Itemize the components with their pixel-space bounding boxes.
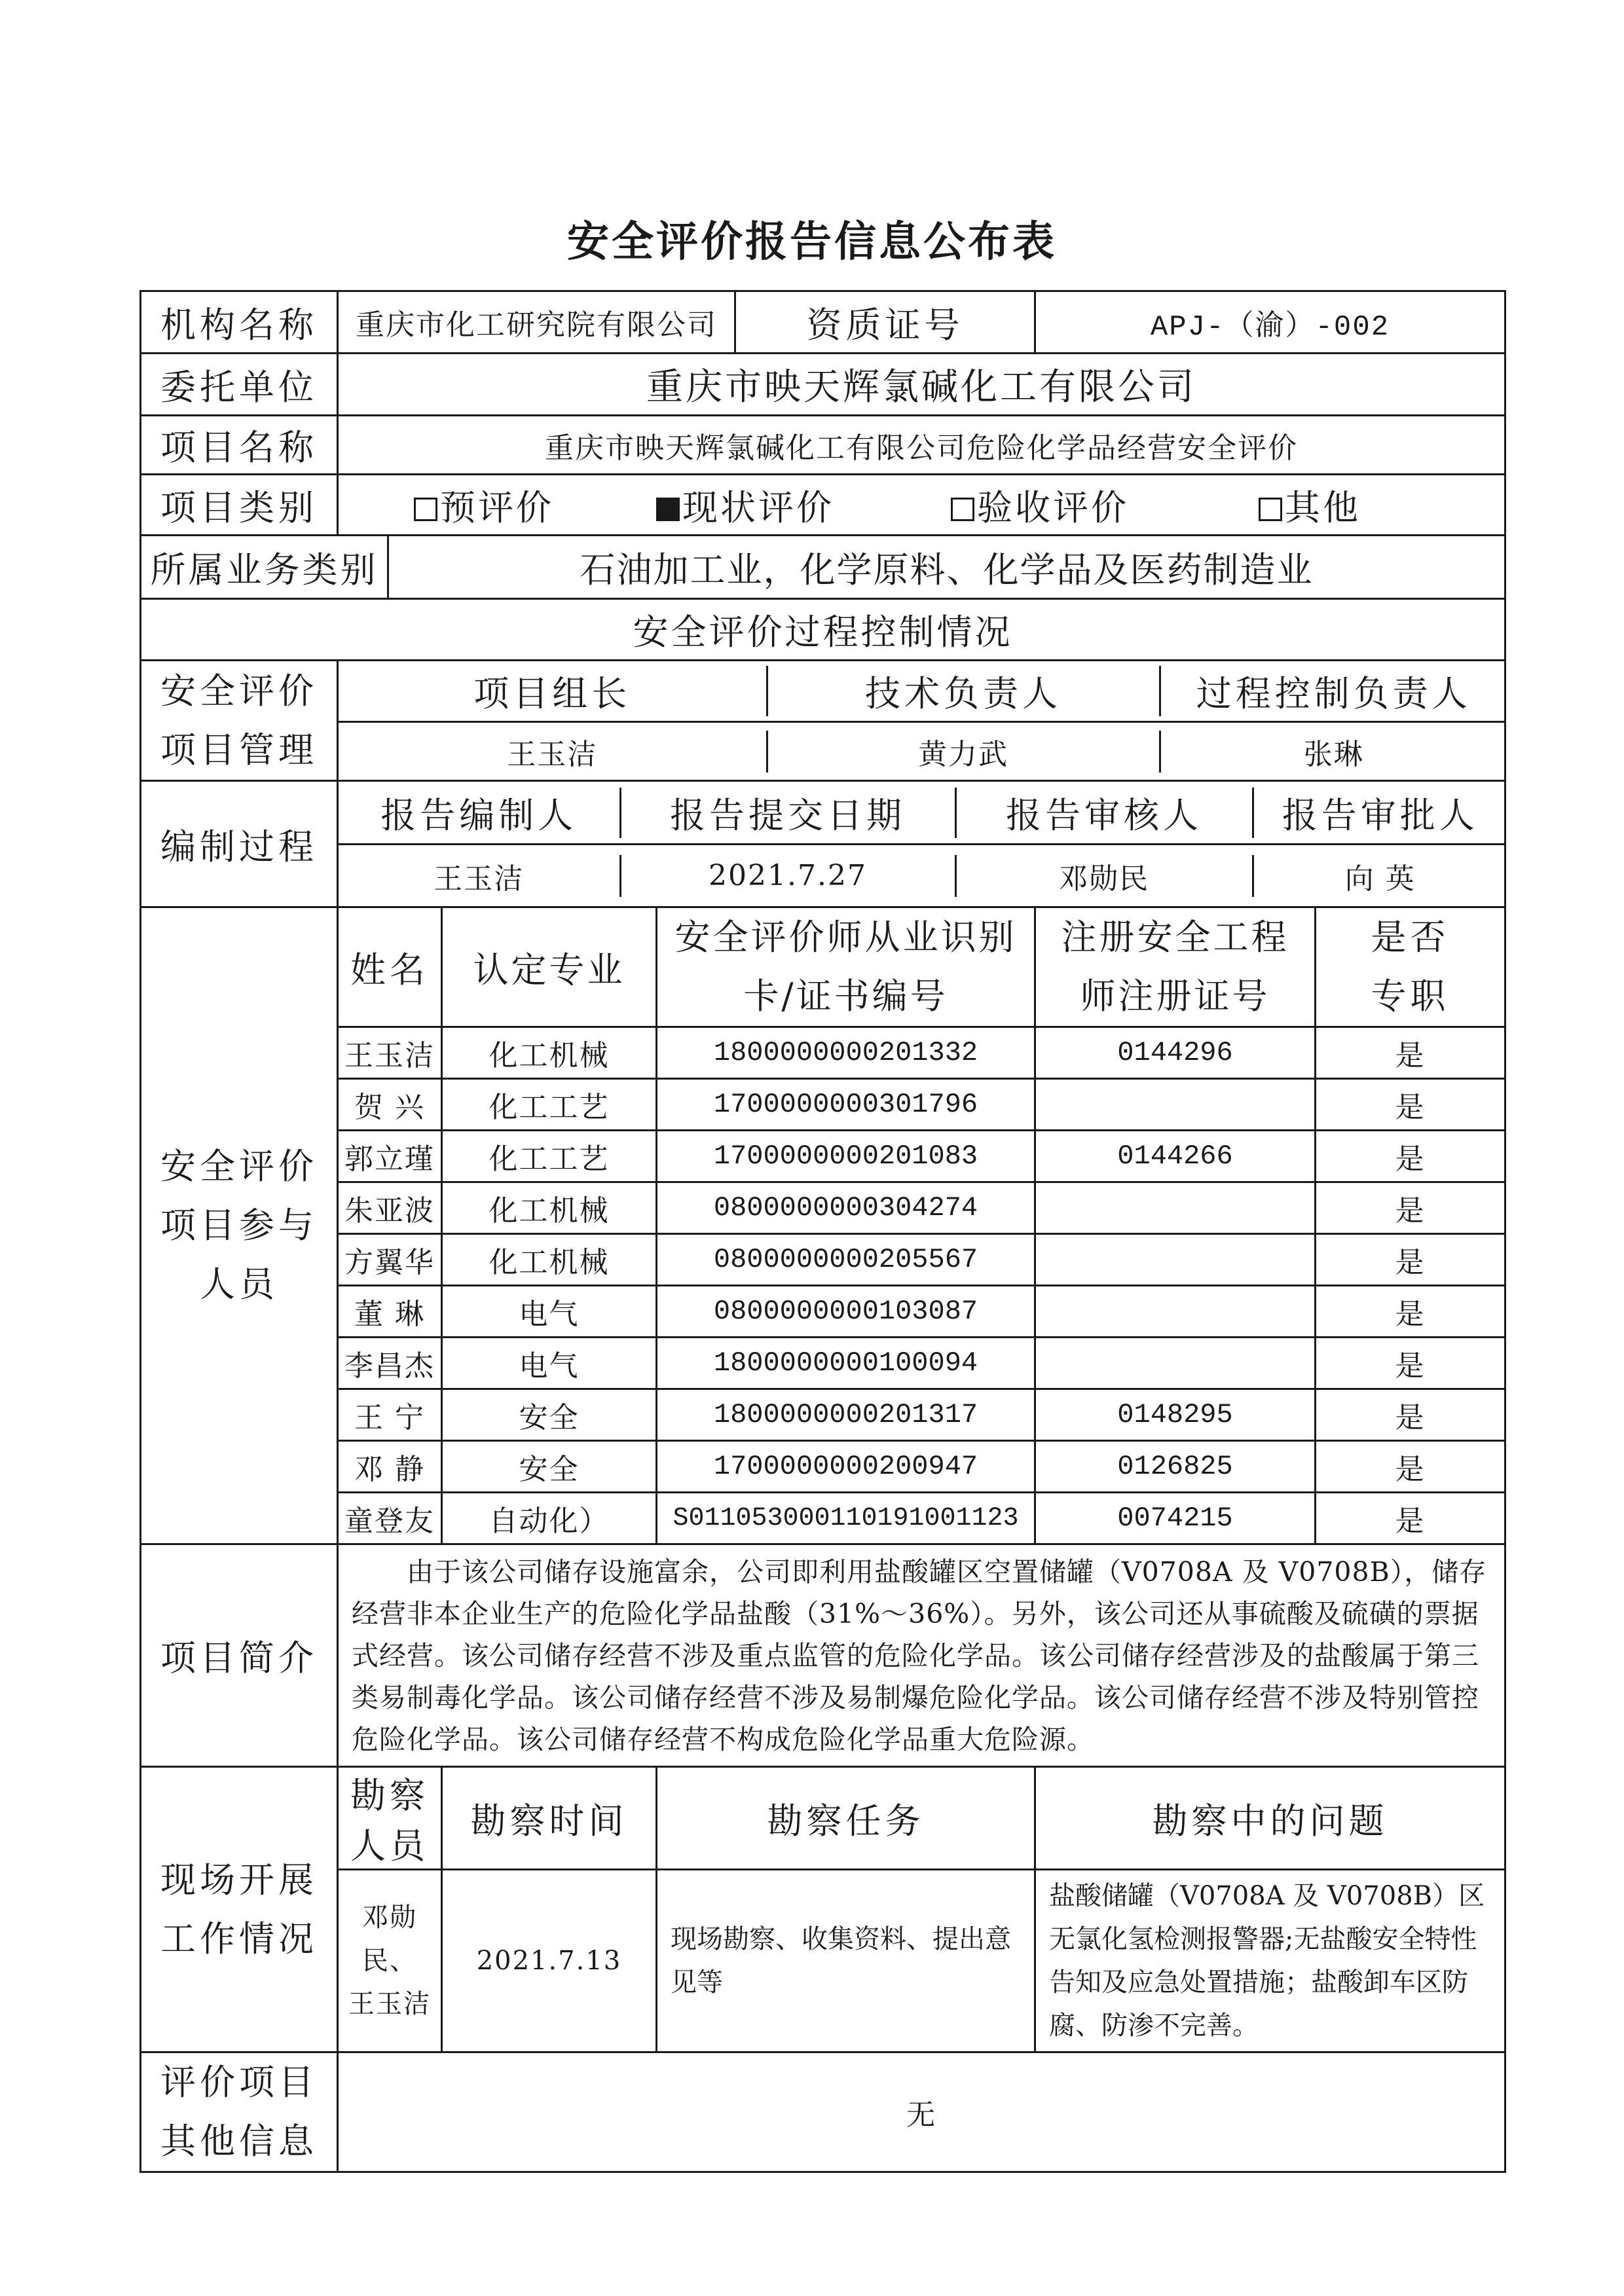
approver-value: 向 英 [1253,855,1505,897]
participant-fulltime: 是 [1316,1234,1505,1286]
team-leader-header: 项目组长 [339,666,767,716]
org-value: 重庆市化工研究院有限公司 [338,291,735,354]
approver-header: 报告审批人 [1253,788,1505,838]
participant-reg: 0126825 [1035,1441,1316,1493]
participant-card: 0800000000205567 [657,1234,1035,1286]
category-label: 项目类别 [141,475,338,536]
participant-name: 朱亚波 [338,1182,442,1234]
participant-reg: 0074215 [1035,1493,1316,1544]
participant-card: 1800000000100094 [657,1338,1035,1389]
site-date-header: 勘察时间 [442,1767,657,1870]
participant-card: 1800000000201317 [657,1389,1035,1441]
tech-lead-header: 技术负责人 [767,666,1160,716]
participant-major: 电气 [442,1338,657,1389]
participant-major: 化工机械 [442,1182,657,1234]
site-issues-header: 勘察中的问题 [1035,1767,1505,1870]
participant-major: 自动化） [442,1493,657,1544]
section-title: 安全评价过程控制情况 [141,599,1505,661]
table-row [141,1286,1505,1338]
participant-card: 1800000000201332 [657,1027,1035,1079]
participant-fulltime: 是 [1316,1493,1505,1544]
participant-fulltime-header: 是否 专职 [1316,907,1505,1027]
business-label: 所属业务类别 [141,536,388,599]
checkbox-status-eval[interactable] [656,498,680,521]
other-value: 无 [338,2052,1505,2172]
participant-name: 王 宁 [338,1389,442,1441]
business-value: 石油加工业，化学原料、化学品及医药制造业 [388,536,1505,599]
management-headers [338,661,1505,722]
participant-fulltime: 是 [1316,1027,1505,1079]
site-date: 2021.7.13 [442,1870,657,2052]
project-name-label: 项目名称 [141,416,338,475]
info-table [139,290,1506,2173]
table-row [141,1493,1505,1544]
table-row [141,1182,1505,1234]
reviewer-header: 报告审核人 [955,788,1253,838]
participant-reg-header: 注册安全工程 师注册证号 [1035,907,1316,1027]
site-issues: 盐酸储罐（V0708A 及 V0708B）区无氯化氢检测报警器;无盐酸安全特性告知及应急处置措施；盐酸卸车区防腐、防渗不完善。 [1035,1870,1505,2052]
site-personnel-header: 勘察人员 [338,1767,442,1870]
participant-reg [1035,1079,1316,1131]
participant-card: 0800000000304274 [657,1182,1035,1234]
process-control-value: 张琳 [1160,731,1505,773]
checkbox-acceptance-eval[interactable] [951,498,974,521]
category-option-other[interactable]: 其他 [1259,480,1442,530]
table-row [141,1389,1505,1441]
table-row [141,1027,1505,1079]
table-row [141,1234,1505,1286]
checkbox-other[interactable] [1259,498,1282,521]
participant-fulltime: 是 [1316,1441,1505,1493]
participants-label: 安全评价 项目参与 人员 [141,907,338,1544]
site-task-header: 勘察任务 [657,1767,1035,1870]
participant-reg [1035,1338,1316,1389]
participant-name: 邓 静 [338,1441,442,1493]
participant-reg [1035,1234,1316,1286]
submit-date-header: 报告提交日期 [620,788,955,838]
participant-major: 电气 [442,1286,657,1338]
participant-reg: 0148295 [1035,1389,1316,1441]
summary-text: 由于该公司储存设施富余，公司即利用盐酸罐区空置储罐（V0708A 及 V0708B），储存经营非本企业生产的危险化学品盐酸（31%～36%）。另外，该公司还从事硫酸及硫磺的票据式经营。该公司储存经营不涉及重点监管的危险化学品。该公司储存经营涉及的盐酸属于第三类易制毒化学品。该公司储存经营不涉及易制爆危险化学品。该公司储存经营不涉及特别管控危险化学品。该公司储存经营不构成危险化学品重大危险源。 [338,1544,1505,1767]
project-name-value: 重庆市映天辉氯碱化工有限公司危险化学品经营安全评价 [338,416,1505,475]
participant-fulltime: 是 [1316,1338,1505,1389]
participant-name: 方翼华 [338,1234,442,1286]
participant-major: 化工机械 [442,1027,657,1079]
participant-fulltime: 是 [1316,1286,1505,1338]
participant-reg [1035,1182,1316,1234]
client-label: 委托单位 [141,354,338,416]
participant-major: 化工工艺 [442,1079,657,1131]
participant-reg: 0144266 [1035,1131,1316,1182]
participant-card: 1700000000200947 [657,1441,1035,1493]
table-row [141,1441,1505,1493]
compilation-label: 编制过程 [141,781,338,907]
participant-major: 安全 [442,1441,657,1493]
submit-date-value: 2021.7.27 [620,855,955,897]
cert-label: 资质证号 [735,291,1035,354]
compiler-header: 报告编制人 [339,788,620,838]
summary-label: 项目简介 [141,1544,338,1767]
participant-name: 王玉洁 [338,1027,442,1079]
team-leader-value: 王玉洁 [339,731,767,773]
participant-card-header: 安全评价师从业识别 卡/证书编号 [657,907,1035,1027]
participant-card: 1700000000201083 [657,1131,1035,1182]
participant-major: 化工机械 [442,1234,657,1286]
reviewer-value: 邓勋民 [955,855,1253,897]
category-option-status[interactable]: 现状评价 [656,480,951,530]
participant-reg [1035,1286,1316,1338]
participant-fulltime: 是 [1316,1079,1505,1131]
site-label: 现场开展 工作情况 [141,1767,338,2052]
participant-name: 童登友 [338,1493,442,1544]
participant-name: 贺 兴 [338,1079,442,1131]
participant-fulltime: 是 [1316,1131,1505,1182]
participant-card: 1700000000301796 [657,1079,1035,1131]
participant-name: 董 琳 [338,1286,442,1338]
table-row [141,1079,1505,1131]
participant-fulltime: 是 [1316,1182,1505,1234]
participant-major-header: 认定专业 [442,907,657,1027]
management-label: 安全评价 项目管理 [141,661,338,781]
process-control-header: 过程控制负责人 [1160,666,1505,716]
table-row [141,1338,1505,1389]
site-personnel: 邓勋民、 王玉洁 [338,1870,442,2052]
category-options [338,475,1505,536]
participant-reg: 0144296 [1035,1027,1316,1079]
compilation-headers [338,781,1505,845]
cert-value: APJ-（渝）-002 [1035,291,1505,354]
participant-card: S011053000110191001123 [657,1493,1035,1544]
participant-name: 李昌杰 [338,1338,442,1389]
participant-major: 安全 [442,1389,657,1441]
site-task: 现场勘察、收集资料、提出意见等 [657,1870,1035,2052]
category-option-pre[interactable]: 预评价 [414,480,656,530]
compiler-value: 王玉洁 [339,855,620,897]
management-values [338,722,1505,781]
participant-fulltime: 是 [1316,1389,1505,1441]
participant-name: 郭立瑾 [338,1131,442,1182]
org-label: 机构名称 [141,291,338,354]
table-row [141,1131,1505,1182]
compilation-values [338,845,1505,907]
tech-lead-value: 黄力武 [767,731,1160,773]
participant-major: 化工工艺 [442,1131,657,1182]
participant-name-header: 姓名 [338,907,442,1027]
other-label: 评价项目 其他信息 [141,2052,338,2172]
checkbox-pre-eval[interactable] [414,498,437,521]
category-option-acceptance[interactable]: 验收评价 [951,480,1259,530]
document-title: 安全评价报告信息公布表 [567,217,1057,266]
client-value: 重庆市映天辉氯碱化工有限公司 [338,354,1505,416]
participant-card: 0800000000103087 [657,1286,1035,1338]
